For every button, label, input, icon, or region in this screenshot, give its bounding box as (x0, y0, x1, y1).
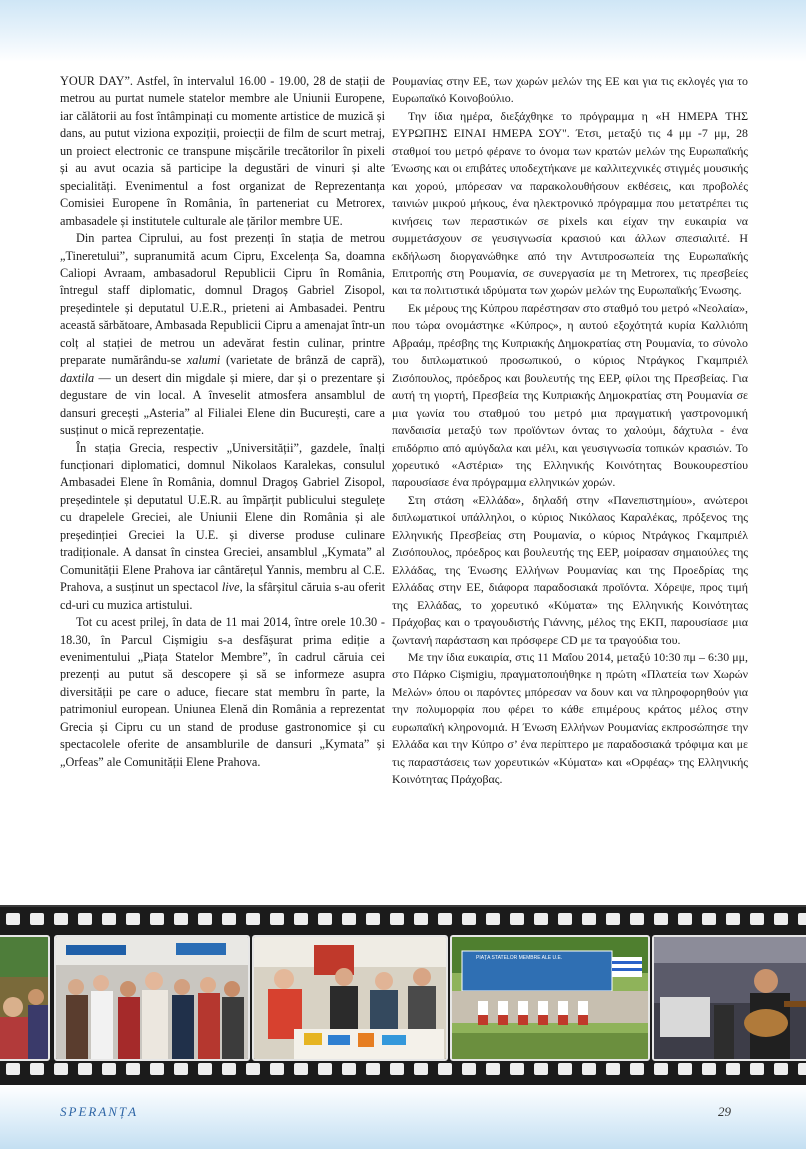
film-perforation (174, 1063, 188, 1075)
photo-park-dancers-stage (450, 935, 650, 1061)
film-perforation (462, 913, 476, 925)
film-perforation (606, 1063, 620, 1075)
film-perforation (78, 1063, 92, 1075)
header-gradient-band (0, 0, 806, 62)
film-perforation (582, 913, 596, 925)
ro-paragraph-3-part-a: În stația Grecia, respectiv „Universității”, gazdele, înalți funcționari diplomatici, domnul Nikolaos Karalekas, consulul Ambasadei Elene în România, domnul Dragoș Gabriel Zisopol, președintele și deputatul U.E.R. au împărțit publicului stegulețe cu drapelele Greciei, ale Uniunii Elene din România și ale președinției Greciei la U.E. și diverse produse culinare tradiționale. A dansat în cinstea Greciei, ansamblul „Kymata” al Comunității Elene Prahova iar cântărețul Yannis, membru al C.E. Prahova, a susținut un spectacol (60, 440, 385, 595)
film-perforation (198, 1063, 212, 1075)
film-perforation (486, 1063, 500, 1075)
film-perforation (702, 1063, 716, 1075)
film-perforation (750, 1063, 764, 1075)
film-perforation (318, 1063, 332, 1075)
film-perforation (390, 913, 404, 925)
film-perforation (222, 1063, 236, 1075)
film-perforation (750, 913, 764, 925)
film-perforation (102, 913, 116, 925)
film-strip-photo-banner (0, 905, 806, 1087)
ro-paragraph-1: YOUR DAY”. Astfel, în intervalul 16.00 - 19.00, 28 de stații de metrou au purtat numele statelor membre ale Uniunii Europene, iar călătorii au fost întâmpinați cu momente artistice de muzică și dans, au putut viziona expoziții, proiecții de film de scurt metraj, un proiect electronic ce transpune mișcările trecătorilor în pixeli și au avut ocazia să participe la degustări de vinuri și alte specialități. Evenimentul a fost organizat de Reprezentanța Comisiei Europene în România, în parteneriat cu Metrorex, ambasadele și institutele culturale ale țărilor membre UE. (60, 74, 385, 228)
film-perforations-bottom (0, 1063, 806, 1079)
film-perforation (774, 1063, 788, 1075)
film-perforation (630, 913, 644, 925)
film-perforation (510, 913, 524, 925)
film-perforation (414, 1063, 428, 1075)
film-perforation (654, 1063, 668, 1075)
film-perforation (726, 913, 740, 925)
el-paragraph-1: Ρουμανίας στην ΕΕ, των χωρών μελών της ΕΕ και για τις εκλογές για το Ευρωπαϊκό Κοινοβούλιο. (392, 74, 748, 106)
film-perforation (6, 1063, 20, 1075)
film-perforation (486, 913, 500, 925)
film-perforation (726, 1063, 740, 1075)
film-perforation (126, 913, 140, 925)
film-perforation (534, 913, 548, 925)
film-perforation (798, 1063, 806, 1075)
film-perforation (294, 913, 308, 925)
film-perforation (678, 1063, 692, 1075)
film-perforation (414, 913, 428, 925)
film-perforation (366, 1063, 380, 1075)
film-perforation (342, 913, 356, 925)
film-perforation (54, 913, 68, 925)
film-perforation (150, 1063, 164, 1075)
ro-paragraph-3 (60, 440, 385, 615)
film-perforation (126, 1063, 140, 1075)
film-perforation (798, 913, 806, 925)
film-perforation (246, 1063, 260, 1075)
romanian-text-column (60, 73, 385, 771)
film-perforations-top (0, 913, 806, 929)
film-perforation (318, 913, 332, 925)
film-perforation (606, 913, 620, 925)
park-sign-text: PIAȚA STATELOR MEMBRE ALE U.E. (476, 955, 563, 961)
publication-name: SPERANȚA (60, 1104, 139, 1119)
film-perforation (150, 913, 164, 925)
film-perforation (558, 913, 572, 925)
film-perforation (630, 1063, 644, 1075)
film-perforation (438, 1063, 452, 1075)
photo-food-stand (252, 935, 448, 1061)
film-perforation (30, 1063, 44, 1075)
film-perforation (78, 913, 92, 925)
film-perforation (270, 913, 284, 925)
ro-term-live: live (221, 580, 240, 595)
film-perforation (702, 913, 716, 925)
film-perforation (246, 913, 260, 925)
el-paragraph-3: Εκ μέρους της Κύπρου παρέστησαν στο σταθμό του μετρό «Νεολαία», που τώρα ονομάστηκε «Κύπρος», η αυτού εξοχότητά κυρία Καλλιόπη Αβραάμ, πρέσβης της Κυπριακής Δημοκρατίας στη Ρουμανία, το σύνολο του διπλωματικού προσωπικού, ο κύριος Ντράγκος Γκαμπριέλ Ζισόπουλος, πρόεδρος και βουλευτής της ΕΕΡ, φίλοι της Πρεσβείας. Για αυτή τη γιορτή, Πρεσβεία της Κυπριακής Δημοκρατίας στη Ρουμανία σε μια γωνία του σταθμού του μετρό μια πραγματική γαστρονομική πανδαισία μεταξύ των προϊόντων όντας το χαλούμι, δάχτυλα - ένα επιδόρπιο από αμύγδαλα και μέλι, και γευσιγνωσία τοπικών κρασιών. Το χορευτικό «Αστέρια» της Ελληνικής Κοινότητας Βουκουρεστίου παρουσίασε ένα πρόγραμμα ελληνικών χορών. (392, 300, 748, 490)
film-perforation (462, 1063, 476, 1075)
ro-paragraph-2-part-a: Din partea Ciprului, au fost prezenți în stația de metrou „Tineretului”, supranumită acum Cipru, Excelența Sa, doamna Caliopi Avraam, ambasadorul Republicii Cipru în România, întregul staff diplomatic, domnul Dragoș Gabriel Zisopol, președintele și deputatul U.E.R., prieteni ai Ambasadei. Pentru această sărbătoare, Ambasada Republicii Cipru a amenajat într-un colț al stației de metrou un adevărat festin culinar, printre preparate numărându-se (60, 231, 385, 368)
ro-paragraph-2 (60, 230, 385, 439)
ro-paragraph-2-part-b: (varietate de brânză de capră), (220, 353, 385, 368)
film-perforation (270, 1063, 284, 1075)
film-perforation (174, 913, 188, 925)
film-perforation (294, 1063, 308, 1075)
film-perforation (774, 913, 788, 925)
page-number: 29 (718, 1104, 731, 1119)
ro-term-xalumi: xalumi (186, 353, 221, 368)
film-perforation (510, 1063, 524, 1075)
film-perforation (582, 1063, 596, 1075)
film-perforation (438, 913, 452, 925)
film-perforation (222, 913, 236, 925)
el-paragraph-4: Στη στάση «Ελλάδα», δηλαδή στην «Πανεπιστημίου», ανώτεροι διπλωματικοί υπάλληλοι, ο κύριος Νικόλαος Καραλέκας, πρόξενος της Ελληνικής Πρεσβείας στη Ρουμανία, ο κύριος Ντράγκος Γκαμπριέλ Ζισόπουλος, πρόεδρος και βουλευτής της ΕΕΡ, μοίρασαν σημαιούλες της Ελλάδας, της Ένωσης Ελλήνων Ρουμανίας και της Προεδρίας της Ελλάδας στην ΕΕ, διάφορα παραδοσιακά προϊόντα. Χόρεψε, προς τιμή της Ελλάδας, το χορευτικό «Κύματα» της Ελληνικής Κοινότητας Πράχοβας και ο τραγουδιστής Γιάννης, μέλος της ΕΚΠ, παρουσίασε μια ζωντανή παράσταση και πρόσφερε CD με τα τραγούδια του. (392, 492, 748, 647)
ro-paragraph-4: Tot cu acest prilej, în data de 11 mai 2014, între orele 10.30 - 18.30, în Parcul Cișmigiu s-a desfășurat prima ediție a evenimentului „Piața Statelor Membre”, în cadrul căruia cei prezenți au putut să descopere și să se informeze asupra diversității pe care o aduce, fiecare stat membru în parte, la patrimoniul european. Uniunea Elenă din România a reprezentat Grecia și Cipru cu un stand de produse gastronomice și cu spectacolele oferite de ansamblurile de dansuri „Kymata” și „Orfeas” ale Comunității Elene Prahova. (60, 615, 385, 769)
film-perforation (390, 1063, 404, 1075)
ro-paragraph-2-part-c: — un desert din migdale și miere, dar și o prezentare și degustare de vin local. A înveselit atmosfera ansamblul de dansuri grecești „Asteria” al Filialei Elene din București, care a susținut o mică reprezentație. (60, 370, 385, 438)
film-perforation (534, 1063, 548, 1075)
ro-term-daxtila: daxtila (60, 370, 95, 385)
film-perforation (558, 1063, 572, 1075)
film-perforation (102, 1063, 116, 1075)
el-paragraph-2: Την ίδια ημέρα, διεξάχθηκε το πρόγραμμα η «Η ΗΜΕΡΑ ΤΗΣ ΕΥΡΩΠΗΣ ΕΙΝΑΙ ΗΜΕΡΑ ΣΟΥ". Έτσι, μεταξύ τις 4 μμ -7 μμ, 28 σταθμοί του μετρό φέρανε το όνομα των κρατών μελών της Ευρωπαϊκής Ένωσης και οι επιβάτες υποδεχτήκανε με καλλιτεχνικές στιγμές μουσικής και χορού, μπόρεσαν να παρακολουθήσουν εκθέσεις, και προβολές ταινιών μικρού μήκους, ένα ηλεκτρονικό πρόγραμμα που μετατρέπει τις κινήσεις των περαστικών σε pixels και είχαν την ευκαιρία να συμμετάσχουν σε γευσιγνωσία κρασιού και άλλων σπεσιαλιτέ. Η εκδήλωση διοργανώθηκε από την Αντιπροσωπεία της Ευρωπαϊκής Επιτροπής στη Ρουμανία, σε συνεργασία με τη Metrorex, τις πρεσβείες και τα πολιτιστικά ιδρύματα των χωρών μελών της Ευρωπαϊκής Ένωσης. (392, 108, 748, 298)
film-perforation (30, 913, 44, 925)
film-perforation (654, 913, 668, 925)
ro-paragraph-3-part-b: , la sfârșitul căruia s-au oferit cd-uri cu muzica artistului. (60, 580, 386, 612)
photo-crowd-edge (0, 935, 50, 1061)
film-perforation (6, 913, 20, 925)
el-paragraph-5: Με την ίδια ευκαιρία, στις 11 Μαΐου 2014, μεταξύ 10:30 πμ – 6:30 μμ, στο Πάρκο Cişmigiu, πραγματοποιήθηκε η πρώτη «Πλατεία των Χωρών Μελών» όπου οι παρόντες μπόρεσαν να δουν και να πληροφορηθούν για την πολυμορφία που φέρει το κάθε επιμέρους κράτος μέλος στην ευρωπαϊκή κληρονομιά. Η Ένωση Ελλήνων Ρουμανίας εκπροσώπησε την Ελλάδα και την Κύπρο σ’ ένα περίπτερο με παραδοσιακά τρόφιμα και με τις παραστάσεις των χορευτικών «Κύματα» και «Ορφέας» της Ελληνικής Κοινότητας Πράχοβας. (392, 649, 748, 787)
film-perforation (366, 913, 380, 925)
film-perforation (54, 1063, 68, 1075)
photo-singer-guitar (652, 935, 806, 1061)
photo-metro-dance-crowd (54, 935, 250, 1061)
film-perforation (342, 1063, 356, 1075)
film-perforation (678, 913, 692, 925)
greek-text-column (392, 73, 748, 789)
film-perforation (198, 913, 212, 925)
